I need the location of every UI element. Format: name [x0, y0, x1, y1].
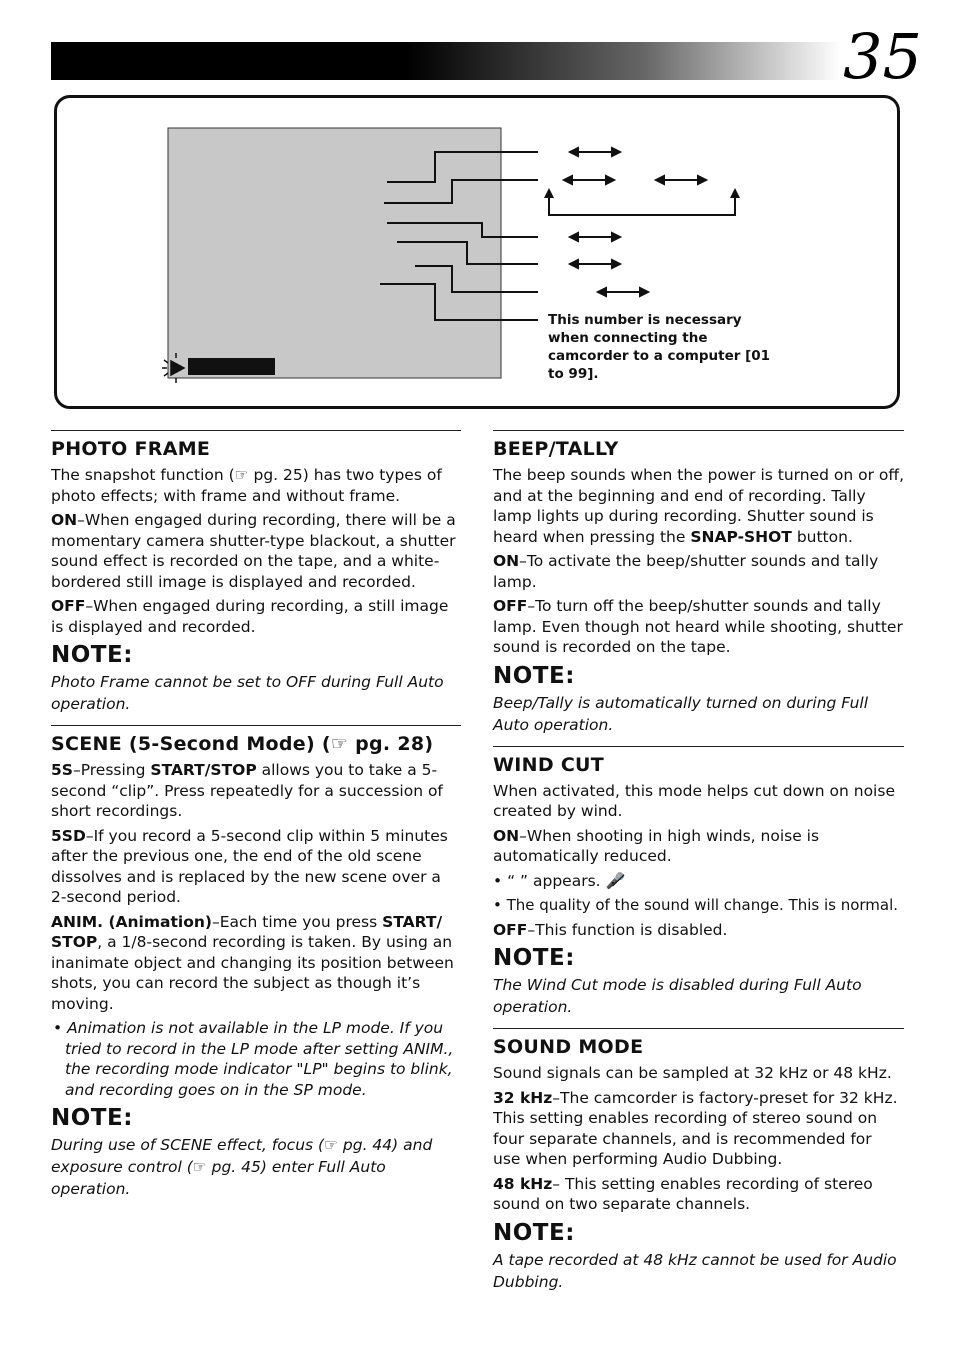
beep-tally-section — [493, 430, 904, 736]
photo-frame-note-text: Photo Frame cannot be set to OFF during Full Auto operation. — [51, 673, 444, 713]
menu-diagram — [0, 0, 954, 420]
wind-cut-section — [493, 746, 904, 1019]
double-arrows — [564, 148, 706, 296]
sound-mode-note-heading: NOTE: — [493, 1219, 575, 1246]
screen-display — [168, 128, 501, 378]
scene-anim-bullet: • Animation is not available in the LP mode. If you tried to record in the LP mode after setting ANIM., the recording mode indicator "LP" begins to blink, and recording goes on in the SP mode. — [53, 1019, 454, 1099]
right-column — [493, 430, 904, 1303]
scene-note-text: During use of SCENE effect, focus (☞ pg. 44) and exposure control (☞ pg. 45) enter Full Auto operation. — [51, 1136, 433, 1198]
photo-frame-section — [51, 430, 461, 715]
beep-tally-note-text: Beep/Tally is automatically turned on during Full Auto operation. — [493, 693, 869, 734]
wind-cut-icon: 🎤̸ — [605, 871, 625, 890]
scene-note-heading: NOTE: — [51, 1105, 133, 1131]
wind-cut-intro: When activated, this mode helps cut down on noise created by wind. — [493, 781, 895, 820]
sound-mode-32khz: 32 kHz–The camcorder is factory-preset for 32 kHz. This setting enables recording of stereo sound on four separate channels, and is recommended for use when performing Audio Dubbing. — [493, 1088, 898, 1168]
scene-anim: ANIM. (Animation)–Each time you press START/ STOP, a 1/8-second recording is taken. By using an inanimate object and changing its position between shots, you can record the subject as though it’s moving. — [51, 912, 454, 1013]
wind-cut-note-text: The Wind Cut mode is disabled during Full Auto operation. — [493, 976, 862, 1016]
wind-cut-on: ON–When shooting in high winds, noise is automatically reduced. — [493, 826, 820, 865]
wind-cut-bullet-2: • The quality of the sound will change. This is normal. — [493, 896, 899, 914]
beep-tally-heading: BEEP/TALLY — [493, 438, 619, 460]
computer-number-note: This number is necessary when connecting the camcorder to a computer [01 to 99]. — [548, 312, 771, 382]
wind-cut-off: OFF–This function is disabled. — [493, 920, 728, 939]
beep-tally-note-heading: NOTE: — [493, 662, 575, 689]
beep-tally-off: OFF–To turn off the beep/shutter sounds and tally lamp. Even though not heard while shooting, shutter sound is recorded on the tape. — [493, 597, 903, 656]
wind-cut-note-heading: NOTE: — [493, 945, 575, 971]
photo-frame-off: OFF–When engaged during recording, a still image is displayed and recorded. — [51, 597, 449, 636]
beep-tally-on: ON–To activate the beep/shutter sounds and tally lamp. — [493, 552, 879, 591]
bracket-arrowheads — [544, 188, 740, 198]
wind-cut-heading: WIND CUT — [493, 753, 605, 776]
scene-5sd: 5SD–If you record a 5-second clip within 5 minutes after the previous one, the end of the old scene dissolves and is replaced by the new scene over a 2-second period. — [51, 826, 448, 906]
wind-cut-bullet-1: • “ ” appears. 🎤̸ — [493, 871, 625, 890]
left-column — [51, 430, 461, 1210]
photo-frame-intro: The snapshot function (☞ pg. 25) has two types of photo effects; with frame and without frame. — [51, 466, 442, 505]
photo-frame-note-heading: NOTE: — [51, 642, 133, 668]
sound-mode-48khz: 48 kHz– This setting enables recording of stereo sound on two separate channels. — [493, 1174, 873, 1213]
sound-mode-note-text: A tape recorded at 48 kHz cannot be used for Audio Dubbing. — [493, 1250, 897, 1291]
photo-frame-on: ON–When engaged during recording, there will be a momentary camera shutter-type blackout, a shutter sound effect is recorded on the tape, and a white-bordered still image is displayed and recorded. — [51, 511, 456, 591]
scene-5s: 5S–Pressing START/STOP allows you to take a 5-second “clip”. Press repeatedly for a succession of short recordings. — [51, 761, 443, 820]
photo-frame-heading: PHOTO FRAME — [51, 438, 211, 460]
sound-mode-intro: Sound signals can be sampled at 32 kHz or 48 kHz. — [493, 1064, 892, 1082]
sound-mode-section — [493, 1028, 904, 1293]
beep-tally-intro: The beep sounds when the power is turned on or off, and at the beginning and end of recording. Tally lamp lights up during recording. Shutter sound is heard when pressing the SNAP-SHOT button. — [493, 466, 905, 546]
scene-section — [51, 725, 461, 1200]
sound-mode-heading: SOUND MODE — [493, 1036, 644, 1058]
page-number: 35 — [843, 20, 922, 93]
scene-heading: SCENE (5-Second Mode) (☞ pg. 28) — [51, 733, 434, 755]
screen-bar — [188, 358, 275, 375]
